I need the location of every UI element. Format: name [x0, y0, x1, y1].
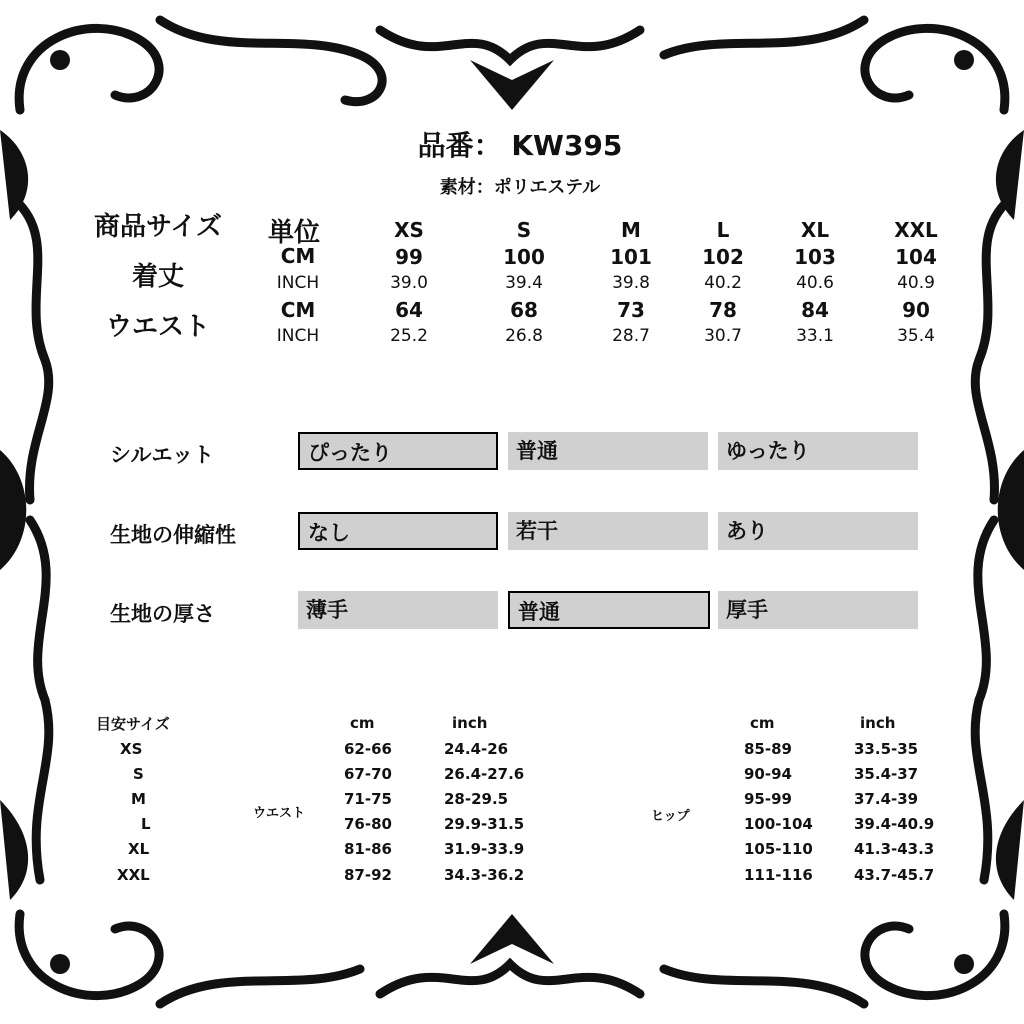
- waist-inch-value: 35.4: [897, 326, 935, 346]
- length-label: 着丈: [131, 262, 184, 292]
- waist-inch-value: 30.7: [704, 326, 742, 346]
- length-cm-value: 101: [610, 245, 652, 269]
- guide-size: XS: [120, 740, 143, 758]
- length-inch-value: 39.8: [612, 273, 650, 293]
- guide-size: L: [141, 815, 151, 833]
- guide-hip-inch: 35.4-37: [854, 765, 919, 783]
- guide-hip-cm: 95-99: [744, 790, 792, 808]
- length-cm-value: 102: [702, 245, 744, 269]
- length-inch-value: 40.6: [796, 273, 834, 293]
- guide-hip-label: ヒップ: [651, 809, 690, 824]
- guide-size: XXL: [117, 866, 150, 884]
- product-size-label: 商品サイズ: [94, 212, 222, 242]
- length-unit-cm: CM: [280, 244, 316, 268]
- guide-hip-cm: 100-104: [744, 815, 813, 833]
- waist-unit-cm: CM: [280, 298, 316, 322]
- guide-waist-inch: 29.9-31.5: [444, 815, 525, 833]
- length-inch-value: 39.4: [505, 273, 543, 293]
- guide-size: S: [133, 765, 144, 783]
- attribute-label: シルエット: [110, 443, 215, 467]
- length-inch-value: 40.2: [704, 273, 742, 293]
- waist-unit-inch: INCH: [276, 326, 320, 346]
- attribute-option: 薄手: [298, 591, 498, 629]
- attribute-option-selected: なし: [298, 512, 498, 550]
- length-inch-value: 40.9: [897, 273, 935, 293]
- attribute-option: 普通: [508, 432, 708, 470]
- attribute-option: 若干: [508, 512, 708, 550]
- attribute-option-selected: 普通: [508, 591, 710, 629]
- waist-cm-value: 68: [510, 298, 538, 322]
- guide-waist-inch: 34.3-36.2: [444, 866, 525, 884]
- length-unit-inch: INCH: [276, 273, 320, 293]
- size-header: XS: [394, 218, 424, 242]
- guide-hip-inch: 43.7-45.7: [854, 866, 935, 884]
- guide-col-cm: cm: [350, 714, 375, 732]
- guide-waist-cm: 62-66: [344, 740, 392, 758]
- guide-waist-inch: 28-29.5: [444, 790, 509, 808]
- guide-waist-cm: 87-92: [344, 866, 392, 884]
- size-header: S: [516, 218, 532, 242]
- size-header: XXL: [894, 218, 938, 242]
- guide-size: XL: [128, 840, 150, 858]
- length-inch-value: 39.0: [390, 273, 428, 293]
- guide-waist-inch: 24.4-26: [444, 740, 509, 758]
- guide-col-inch: inch: [452, 714, 488, 732]
- waist-cm-value: 90: [902, 298, 930, 322]
- attribute-option: 厚手: [718, 591, 918, 629]
- waist-cm-value: 64: [395, 298, 423, 322]
- guide-hip-cm: 111-116: [744, 866, 813, 884]
- waist-cm-value: 73: [617, 298, 645, 322]
- guide-waist-cm: 81-86: [344, 840, 392, 858]
- size-header: M: [621, 218, 641, 242]
- attribute-option-selected: ぴったり: [298, 432, 498, 470]
- guide-waist-cm: 76-80: [344, 815, 392, 833]
- waist-cm-value: 78: [709, 298, 737, 322]
- guide-hip-inch: 39.4-40.9: [854, 815, 935, 833]
- length-cm-value: 100: [503, 245, 545, 269]
- attribute-option: あり: [718, 512, 918, 550]
- waist-label: ウエスト: [105, 312, 210, 342]
- guide-waist-inch: 31.9-33.9: [444, 840, 525, 858]
- guide-col-cm: cm: [750, 714, 775, 732]
- guide-hip-inch: 37.4-39: [854, 790, 919, 808]
- guide-col-inch: inch: [860, 714, 896, 732]
- guide-waist-inch: 26.4-27.6: [444, 765, 525, 783]
- attribute-label: 生地の伸縮性: [110, 523, 236, 547]
- size-header: L: [716, 218, 730, 242]
- waist-inch-value: 26.8: [505, 326, 543, 346]
- waist-inch-value: 33.1: [796, 326, 834, 346]
- size-header: XL: [800, 218, 830, 242]
- guide-waist-cm: 67-70: [344, 765, 392, 783]
- guide-hip-inch: 41.3-43.3: [854, 840, 935, 858]
- unit-header: 単位: [268, 218, 321, 248]
- attribute-option: ゆったり: [718, 432, 918, 470]
- length-cm-value: 103: [794, 245, 836, 269]
- guide-hip-cm: 90-94: [744, 765, 792, 783]
- waist-cm-value: 84: [801, 298, 829, 322]
- guide-title: 目安サイズ: [96, 715, 170, 733]
- waist-inch-value: 28.7: [612, 326, 650, 346]
- guide-hip-cm: 85-89: [744, 740, 792, 758]
- guide-waist-label: ウエスト: [253, 806, 306, 821]
- length-cm-value: 104: [895, 245, 937, 269]
- guide-hip-cm: 105-110: [744, 840, 813, 858]
- guide-waist-cm: 71-75: [344, 790, 392, 808]
- attribute-label: 生地の厚さ: [110, 602, 215, 626]
- length-cm-value: 99: [395, 245, 423, 269]
- product-number-title: 品番： KW395: [417, 129, 623, 162]
- material-label: 素材：ポリエステル: [439, 177, 601, 198]
- waist-inch-value: 25.2: [390, 326, 428, 346]
- guide-hip-inch: 33.5-35: [854, 740, 919, 758]
- guide-size: M: [131, 790, 146, 808]
